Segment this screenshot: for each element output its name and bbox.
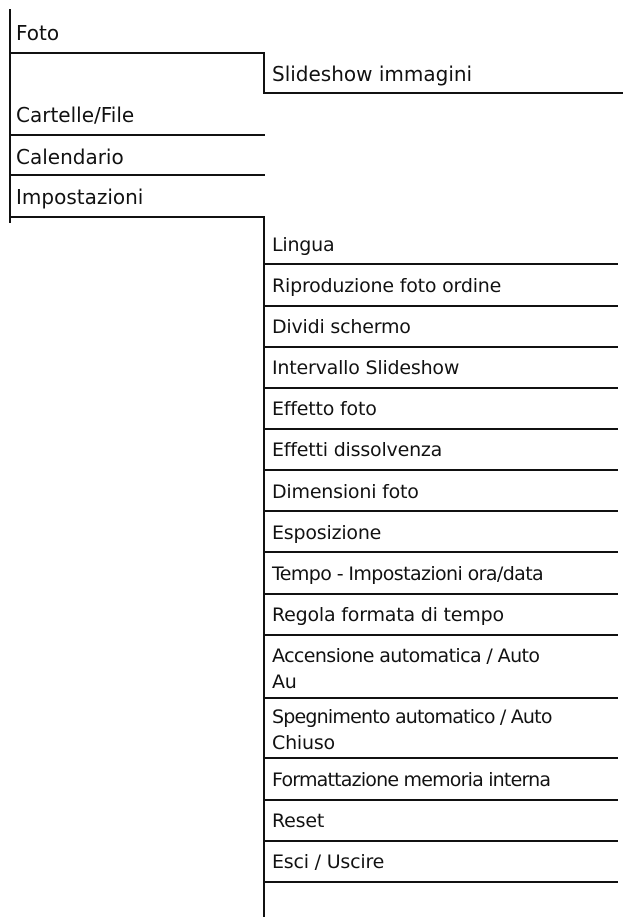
submenu-item-effetto-foto: Effetto foto [272, 398, 377, 420]
submenu-item-esci-uscire: Esci / Uscire [272, 851, 385, 873]
sub-separator-dividi [263, 346, 618, 348]
submenu-item-accensione-line1: Accensione automatica / Auto [272, 645, 540, 667]
sub-separator-riproduzione [263, 305, 618, 307]
submenu-item-reset: Reset [272, 810, 325, 832]
sub-separator-formattazione [263, 799, 618, 801]
sub-separator-dimensioni [263, 510, 618, 512]
main-separator-cartelle [9, 134, 265, 136]
menu-item-impostazioni: Impostazioni [16, 185, 144, 209]
submenu-item-effetti-dissolvenza: Effetti dissolvenza [272, 439, 443, 461]
submenu-item-intervallo-slideshow: Intervallo Slideshow [272, 357, 460, 379]
sub-separator-intervallo [263, 387, 618, 389]
sub-separator-accensione [263, 697, 618, 699]
impostazioni-submenu-trunk [263, 216, 265, 917]
submenu-item-esposizione: Esposizione [272, 522, 382, 544]
submenu-item-dimensioni-foto: Dimensioni foto [272, 481, 419, 503]
sub-separator-formato [263, 634, 618, 636]
submenu-item-formattazione-memoria: Formattazione memoria interna [272, 769, 551, 791]
menu-item-foto: Foto [16, 21, 60, 45]
submenu-item-riproduzione-foto-ordine: Riproduzione foto ordine [272, 275, 502, 297]
submenu-item-accensione-line2: Au [272, 671, 297, 693]
sub-separator-lingua [263, 263, 618, 265]
sub-separator-esposizione [263, 551, 618, 553]
submenu-item-tempo-impostazioni: Tempo - Impostazioni ora/data [272, 563, 544, 585]
sub-separator-effetto [263, 428, 618, 430]
menu-item-cartelle-file: Cartelle/File [16, 103, 135, 127]
submenu-item-spegnimento-line2: Chiuso [272, 732, 335, 754]
foto-submenu-separator [263, 92, 623, 94]
main-separator-calendario [9, 174, 265, 176]
submenu-item-dividi-schermo: Dividi schermo [272, 316, 411, 338]
submenu-item-lingua: Lingua [272, 234, 335, 256]
submenu-item-spegnimento-line1: Spegnimento automatico / Auto [272, 706, 552, 728]
sub-separator-spegnimento [263, 757, 618, 759]
foto-submenu-connector [263, 52, 265, 94]
submenu-item-slideshow-immagini: Slideshow immagini [272, 62, 473, 86]
main-trunk-line [9, 9, 11, 223]
sub-separator-dissolvenza [263, 469, 618, 471]
sub-separator-tempo [263, 593, 618, 595]
submenu-item-regola-formata: Regola formata di tempo [272, 604, 504, 626]
sub-separator-reset [263, 840, 618, 842]
main-separator-impostazioni [9, 216, 265, 218]
sub-separator-esci [263, 881, 618, 883]
menu-item-calendario: Calendario [16, 145, 124, 169]
main-separator-foto [9, 52, 265, 54]
